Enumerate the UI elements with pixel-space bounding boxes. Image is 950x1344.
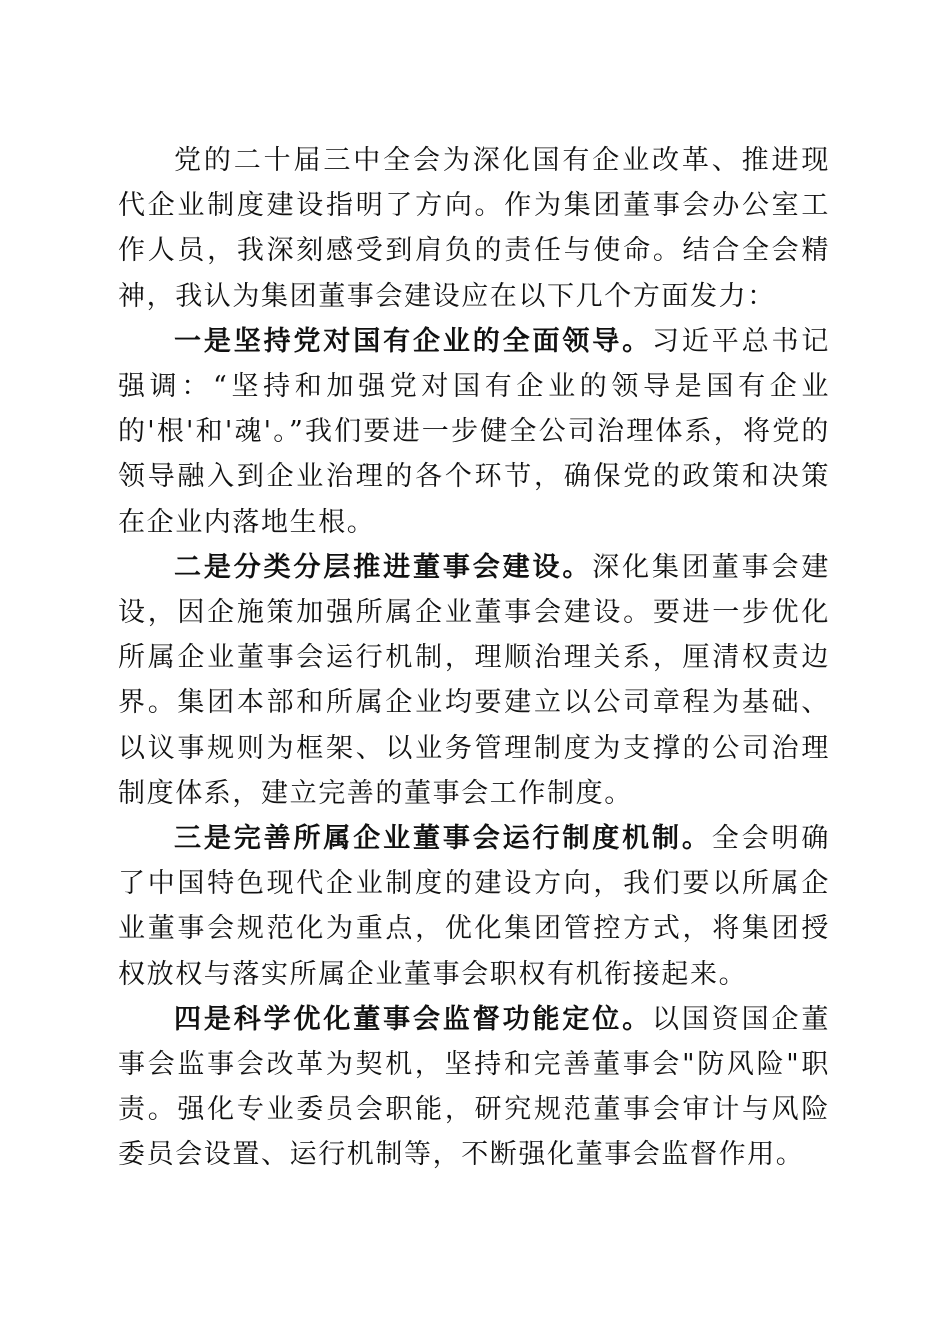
paragraph-lead: 三是完善所属企业董事会运行制度机制。 — [174, 823, 712, 855]
paragraph-text: 深化集团董事会建设，因企施策加强所属企业董事会建设。要进一步优化所属企业董事会运行机制，理顺治理关系，厘清权责边界。集团本部和所属企业均要建立以公司章程为基础、以议事规则为框架、以业务管理制度为支撑的公司治理制度体系，建立完善的董事会工作制度。 — [118, 551, 830, 809]
paragraph-text: 以国资国企董事会监事会改革为契机，坚持和完善董事会"防风险"职责。强化专业委员会职能，研究规范董事会审计与风险委员会设置、运行机制等，不断强化董事会监督作用。 — [118, 1003, 830, 1171]
intro-paragraph — [118, 138, 830, 319]
paragraph-text: 党的二十届三中全会为深化国有企业改革、推进现代企业制度建设指明了方向。作为集团董事会办公室工作人员，我深刻感受到肩负的责任与使命。结合全会精神，我认为集团董事会建设应在以下几个方面发力： — [118, 145, 830, 312]
point-four-paragraph — [118, 997, 830, 1178]
paragraph-lead: 一是坚持党对国有企业的全面领导。 — [174, 325, 653, 357]
point-one-paragraph — [118, 319, 830, 545]
paragraph-text: 习近平总书记强调：“坚持和加强党对国有企业的领导是国有企业的'根'和'魂'。”我们要进一步健全公司治理体系，将党的领导融入到企业治理的各个环节，确保党的政策和决策在企业内落地生根。 — [118, 325, 830, 538]
paragraph-lead: 二是分类分层推进董事会建设。 — [174, 551, 593, 583]
document-body — [118, 138, 830, 1178]
paragraph-text: 全会明确了中国特色现代企业制度的建设方向，我们要以所属企业董事会规范化为重点，优化集团管控方式，将集团授权放权与落实所属企业董事会职权有机衔接起来。 — [118, 823, 830, 990]
point-three-paragraph — [118, 816, 830, 997]
paragraph-lead: 四是科学优化董事会监督功能定位。 — [174, 1003, 653, 1035]
point-two-paragraph — [118, 545, 830, 816]
